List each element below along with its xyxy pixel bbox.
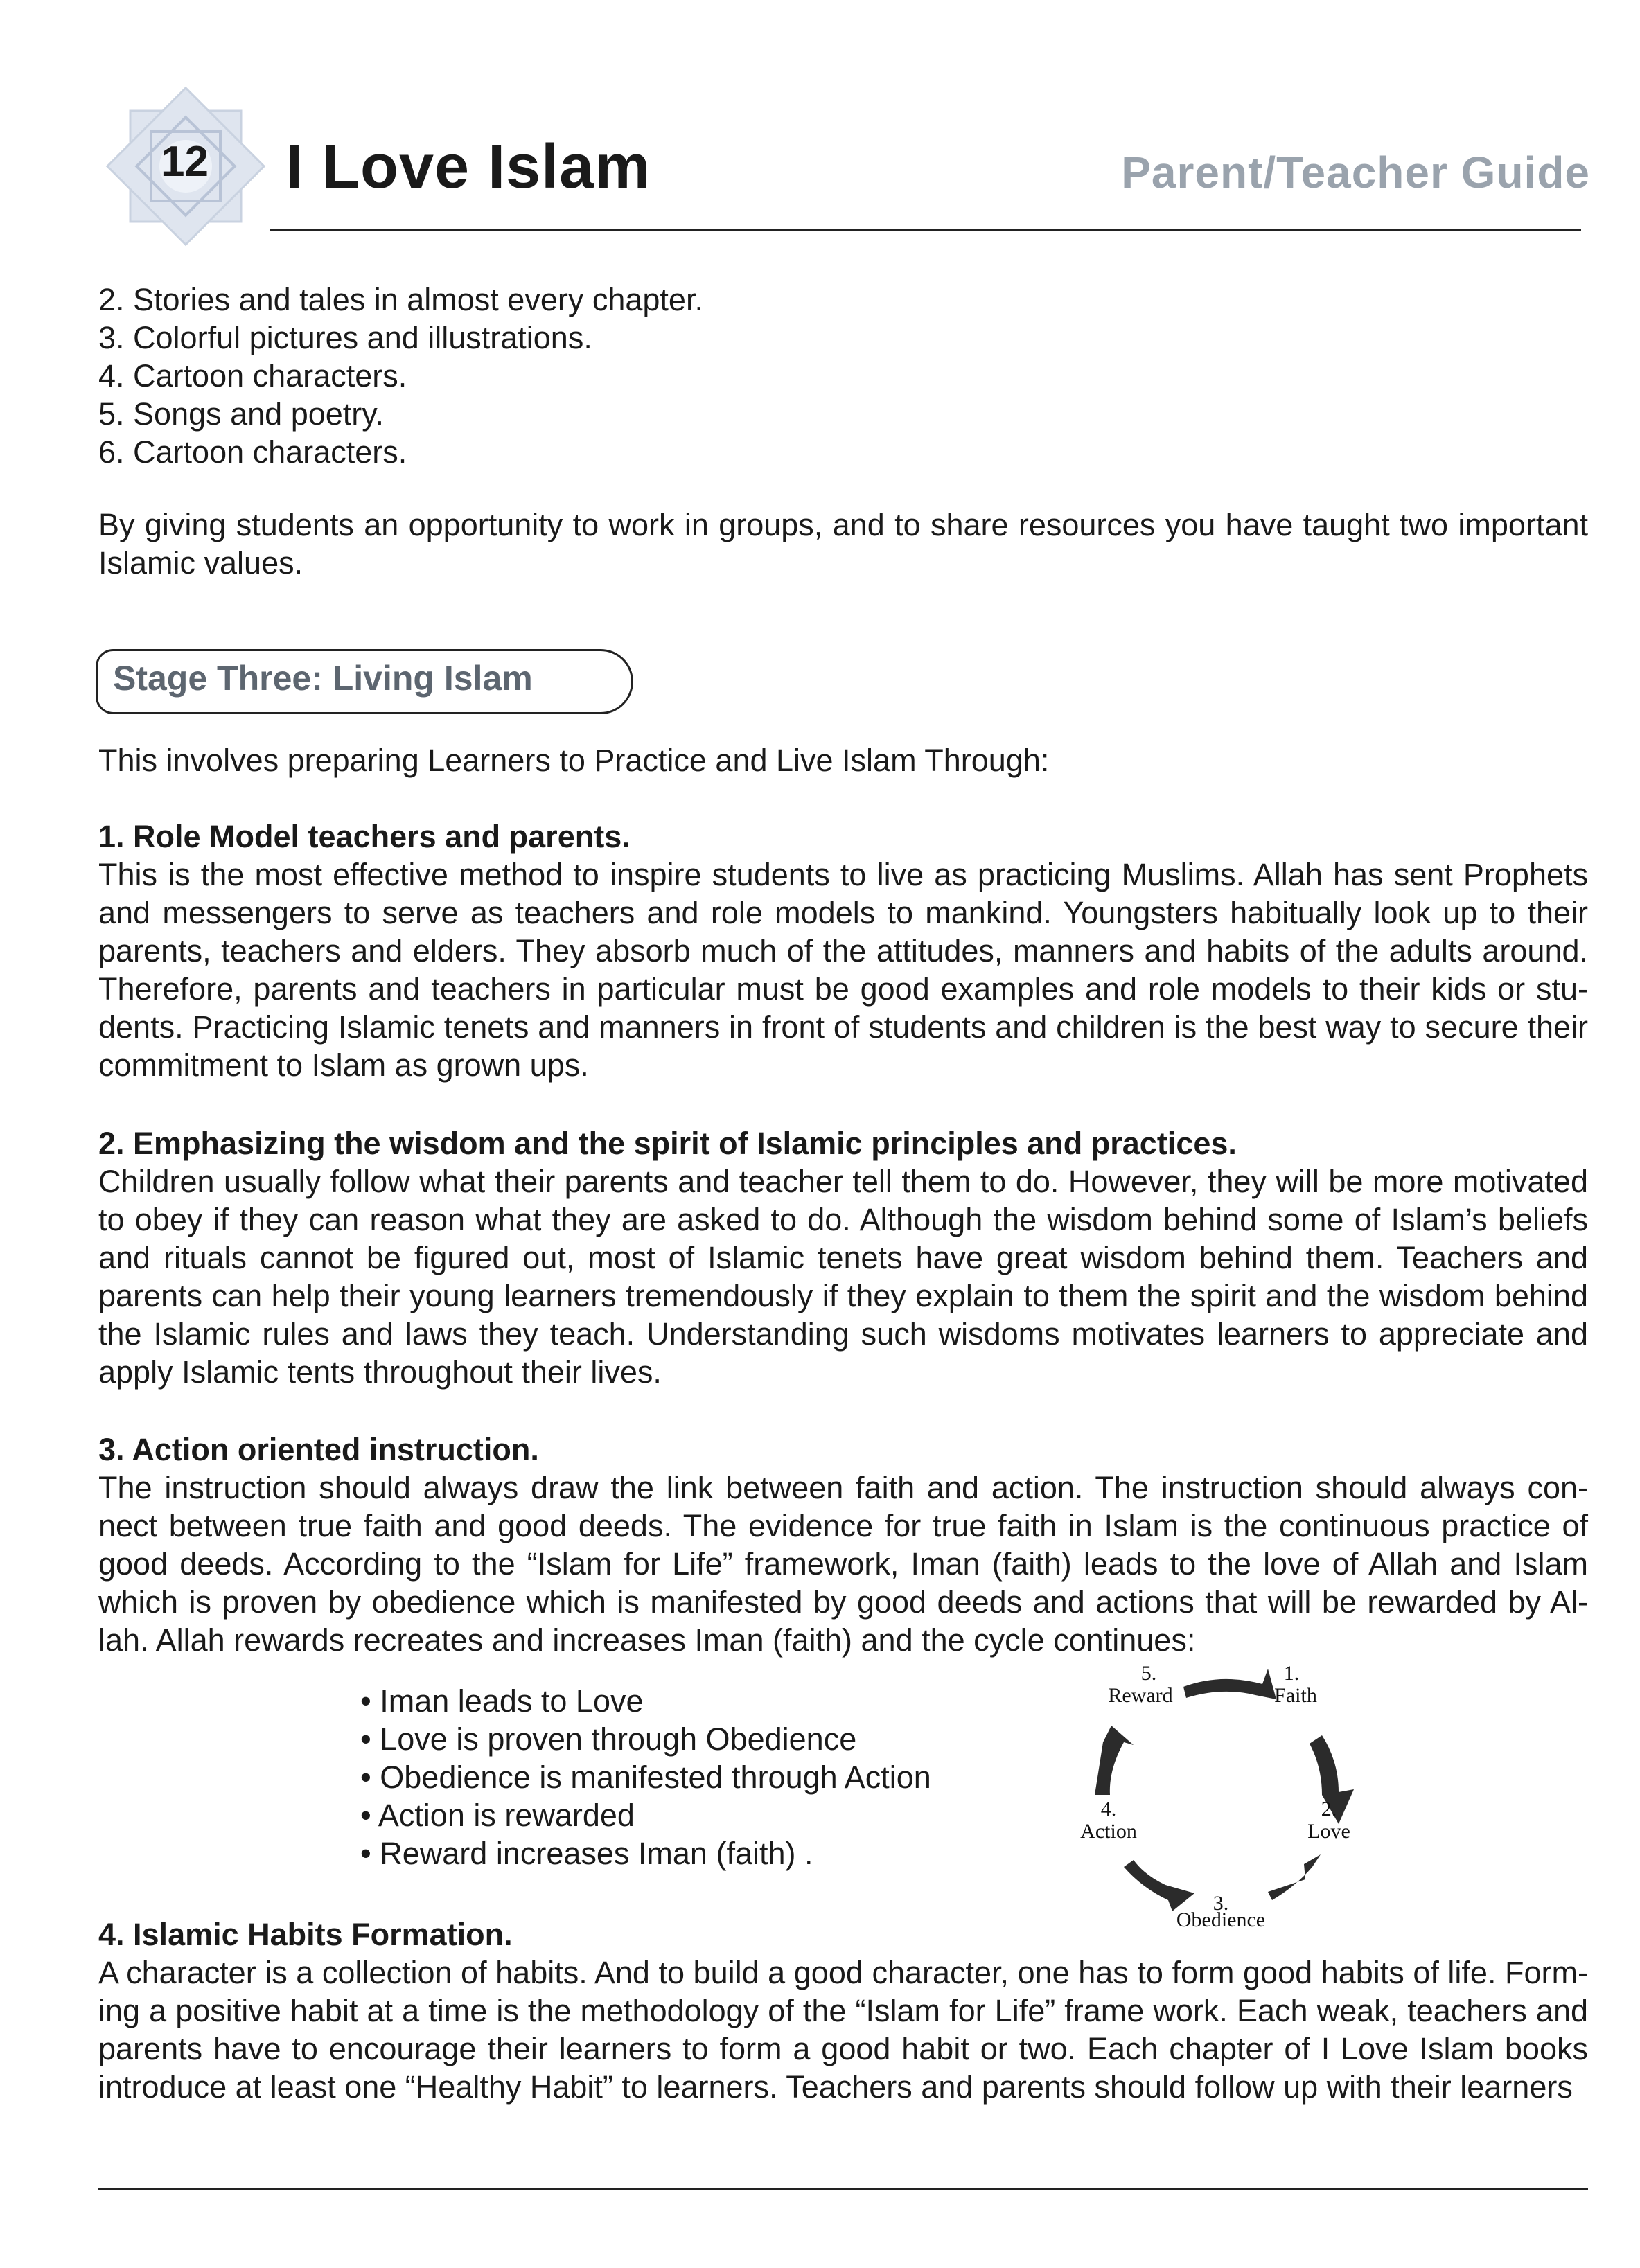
bullet-item: • Obedience is manifested through Action [360,1760,931,1795]
list-item: 4. Cartoon characters. [98,358,407,393]
cycle-label-reward: Reward [1108,1684,1173,1707]
list-item: 2. Stories and tales in almost every chapter. [98,282,703,317]
cycle-arrow-top [1183,1669,1276,1699]
faith-cycle-diagram [1060,1659,1379,1929]
cycle-arrow-bottom-left [1124,1860,1194,1911]
section-heading: 4. Islamic Habits Formation. [98,1917,513,1952]
cycle-label-obedience-num: 3. [1213,1892,1229,1915]
intro-list [98,281,1588,471]
stage-title: Stage Three: Living Islam [113,659,533,698]
cycle-label-action: Action [1080,1820,1137,1843]
section-heading: 2. Emphasizing the wisdom and the spirit of Islamic principles and practices. [98,1126,1237,1161]
header-divider [270,229,1581,231]
section-heading: 3. Action oriented instruction. [98,1432,539,1467]
page-number: 12 [161,138,209,186]
bullet-item: • Reward increases Iman (faith) . [360,1836,813,1871]
section-body: Children usually follow what their parents and teacher tell them to do. However, they will be more motivated to obey if they can reason what they are asked to do. Although the wisdom behind some of Islam’s beliefs and rituals cannot be figured out, most of Islamic tenets have great wisdom behind them. Teachers and parents can help their young learners tremendously if they explain to them the spirit and the wisdom behind the Islamic rules and laws they teach. Understanding such wisdoms motivates learners to appreciate and apply Islamic tents throughout their lives. [98,1164,1588,1390]
cycle-label-action-num: 4. [1100,1798,1117,1820]
list-item: 6. Cartoon characters. [98,434,407,470]
cycle-label-love: Love [1307,1820,1350,1843]
list-item: 5. Songs and poetry. [98,396,384,432]
cycle-arrow-left [1095,1726,1134,1795]
cycle-bullet-list [360,1682,931,1872]
footer-divider [98,2188,1588,2190]
bullet-item: • Action is rewarded [360,1798,635,1833]
section-body: This is the most effective method to inspire students to live as practicing Muslims. Allah has sent Prophets and messengers to serve as teachers and role models to mankind. Youngsters habitually look up to their parents, teachers and elders. They absorb much of the attitudes, manners and habits of the adults around. Therefore, parents and teachers in particular must be good examples and role models to their kids or stu-dents. Practicing Islamic tenets and manners in front of students and children is the best way to secure their commitment to Islam as grown ups. [98,857,1588,1083]
list-item: 3. Colorful pictures and illustrations. [98,320,592,355]
guide-title: Parent/Teacher Guide [1121,148,1590,197]
cycle-label-faith-num: 1. [1283,1662,1300,1685]
cycle-label-love-num: 2. [1321,1798,1337,1820]
section-body: The instruction should always draw the link between faith and action. The instruction should always con-nect between true faith and good deeds. The evidence for true faith in Islam is the continuous practice of good deeds. According to the “Islam for Life” framework, Iman (faith) leads to the love of Allah and Islam which is proven by obedience which is manifested by good deeds and actions that will be rewarded by Al-lah. Allah rewards recreates and increases Iman (faith) and the cycle continues: [98,1470,1588,1658]
groups-paragraph: By giving students an opportunity to work in groups, and to share resources you have taught two important Islamic values. [98,507,1588,581]
cycle-label-reward-num: 5. [1140,1662,1157,1685]
cycle-arrow-bottom-right [1268,1854,1321,1900]
bullet-item: • Iman leads to Love [360,1683,644,1719]
involves-line: This involves preparing Learners to Practice and Live Islam Through: [98,743,1050,778]
cycle-label-faith: Faith [1274,1684,1317,1707]
bullet-item: • Love is proven through Obedience [360,1721,857,1757]
section-heading: 1. Role Model teachers and parents. [98,819,631,854]
cycle-label-obedience: Obedience [1176,1908,1266,1929]
book-title: I Love Islam [285,132,651,202]
section-body: A character is a collection of habits. And to build a good character, one has to form good habits of life. Form-ing a positive habit at a time is the methodology of the “Islam for Life” frame work. Each weak, teachers and parents have to encourage their learners to form a good habit or two. Each chapter of I Love Islam books introduce at least one “Healthy Habit” to learners. Teachers and parents should follow up with their learners [98,1955,1588,2105]
